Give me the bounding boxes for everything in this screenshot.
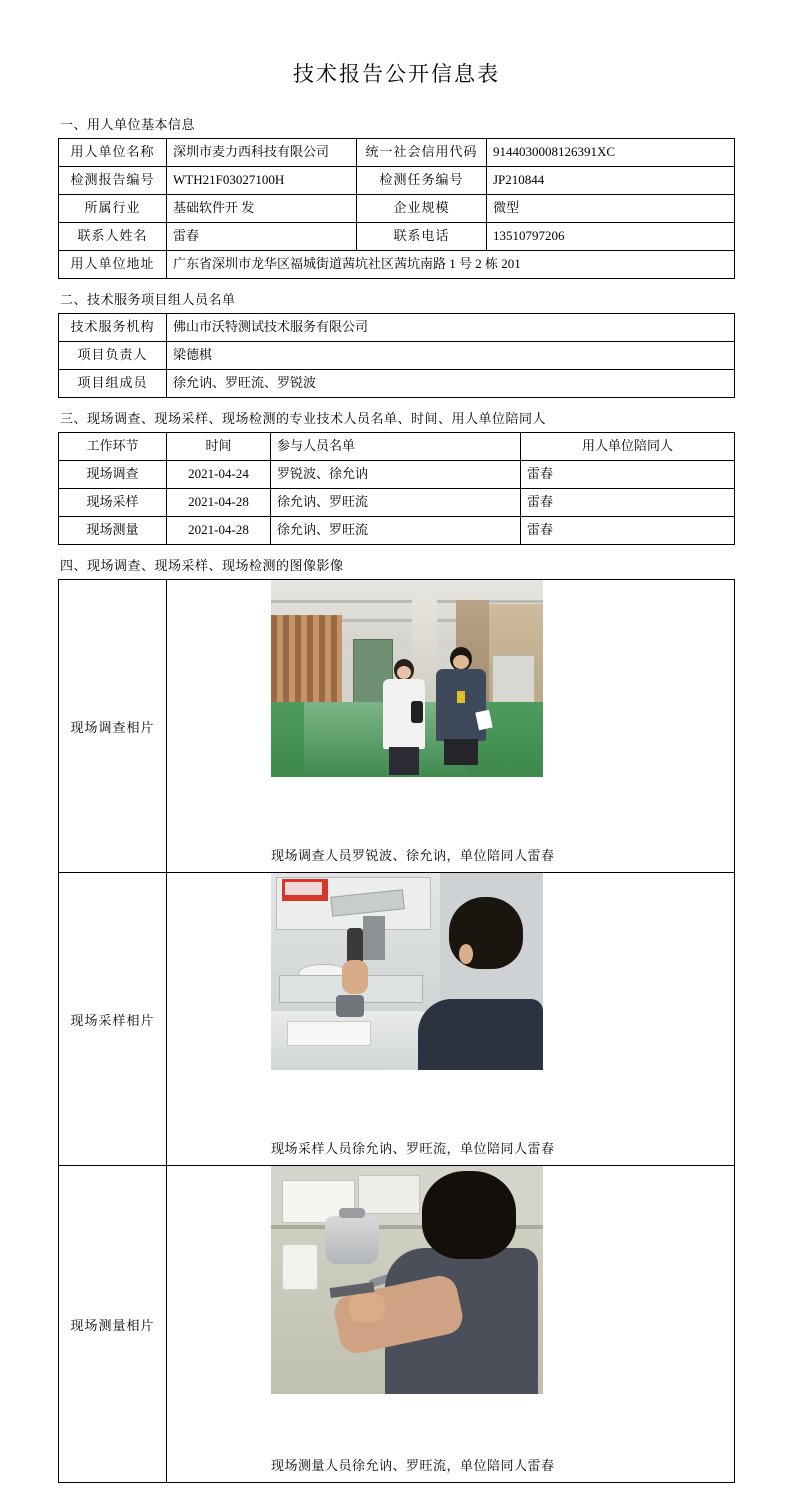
table-row-address — [59, 251, 735, 279]
cell-date: 2021-04-24 — [167, 461, 271, 489]
section-3-heading: 三、现场调查、现场采样、现场检测的专业技术人员名单、时间、用人单位陪同人 — [60, 411, 547, 426]
column-header: 时间 — [167, 433, 271, 461]
cell-accompany: 雷春 — [521, 461, 735, 489]
employer-info-table — [58, 138, 735, 279]
cell-date: 2021-04-28 — [167, 517, 271, 545]
site-photos-table — [58, 579, 735, 1483]
table-row — [59, 517, 735, 545]
cell-value: 雷春 — [167, 223, 357, 251]
cell-label: 联系人姓名 — [59, 223, 167, 251]
cell-value: 微型 — [487, 195, 735, 223]
section-1-heading: 一、用人单位基本信息 — [60, 117, 196, 132]
cell-label: 技术服务机构 — [59, 314, 167, 342]
cell-value: JP210844 — [487, 167, 735, 195]
photo-measure-image — [271, 1166, 543, 1394]
table-row — [59, 489, 735, 517]
table-row — [59, 314, 735, 342]
cell-value: 深圳市麦力西科技有限公司 — [167, 139, 357, 167]
column-header: 工作环节 — [59, 433, 167, 461]
cell-label: 联系电话 — [357, 223, 487, 251]
cell-value: WTH21F03027100H — [167, 167, 357, 195]
cell-value: 13510797206 — [487, 223, 735, 251]
table-row — [59, 195, 735, 223]
cell-date: 2021-04-28 — [167, 489, 271, 517]
photo-caption: 现场测量人员徐允讷、罗旺流，单位陪同人雷春 — [271, 1458, 555, 1473]
photo-sampling-image-wrapper — [167, 873, 734, 1134]
photo-measure-image-wrapper — [167, 1166, 734, 1451]
cell-participants: 罗锐波、徐允讷 — [271, 461, 521, 489]
cell-value: 9144030008126391XC — [487, 139, 735, 167]
cell-value-address: 广东省深圳市龙华区福城街道茜坑社区茜坑南路 1 号 2 栋 201 — [167, 251, 735, 279]
section-4-heading: 四、现场调查、现场采样、现场检测的图像影像 — [60, 558, 344, 573]
cell-label: 项目组成员 — [59, 370, 167, 398]
cell-stage: 现场调查 — [59, 461, 167, 489]
table-row — [59, 461, 735, 489]
cell-accompany: 雷春 — [521, 517, 735, 545]
photo-survey-image — [271, 580, 543, 777]
photo-sampling-image — [271, 873, 543, 1070]
column-header: 用人单位陪同人 — [521, 433, 735, 461]
cell-participants: 徐允讷、罗旺流 — [271, 489, 521, 517]
photo-row-sampling — [59, 873, 735, 1166]
photo-caption: 现场调查人员罗锐波、徐允讷，单位陪同人雷春 — [271, 848, 555, 863]
table-row — [59, 370, 735, 398]
cell-participants: 徐允讷、罗旺流 — [271, 517, 521, 545]
cell-label: 企业规模 — [357, 195, 487, 223]
table-row — [59, 167, 735, 195]
cell-label: 检测报告编号 — [59, 167, 167, 195]
cell-label: 检测任务编号 — [357, 167, 487, 195]
photo-label: 现场调查相片 — [59, 580, 167, 873]
cell-value: 徐允讷、罗旺流、罗锐波 — [167, 370, 735, 398]
cell-stage: 现场采样 — [59, 489, 167, 517]
cell-label: 所属行业 — [59, 195, 167, 223]
table-header-row — [59, 433, 735, 461]
photo-label: 现场测量相片 — [59, 1166, 167, 1483]
photo-row-measure — [59, 1166, 735, 1483]
cell-value: 梁德棋 — [167, 342, 735, 370]
cell-accompany: 雷春 — [521, 489, 735, 517]
photo-row-survey — [59, 580, 735, 873]
cell-label: 用人单位名称 — [59, 139, 167, 167]
cell-value: 佛山市沃特测试技术服务有限公司 — [167, 314, 735, 342]
column-header: 参与人员名单 — [271, 433, 521, 461]
cell-label: 统一社会信用代码 — [357, 139, 487, 167]
table-row — [59, 139, 735, 167]
photo-survey-image-wrapper — [167, 580, 734, 841]
site-work-table — [58, 432, 735, 545]
cell-value: 基础软件开 发 — [167, 195, 357, 223]
table-row — [59, 223, 735, 251]
cell-label-address: 用人单位地址 — [59, 251, 167, 279]
photo-caption: 现场采样人员徐允讷、罗旺流，单位陪同人雷春 — [271, 1141, 555, 1156]
page-title: 技术报告公开信息表 — [293, 62, 500, 86]
project-team-table — [58, 313, 735, 398]
table-row — [59, 342, 735, 370]
cell-label: 项目负责人 — [59, 342, 167, 370]
section-2-heading: 二、技术服务项目组人员名单 — [60, 292, 236, 307]
photo-label: 现场采样相片 — [59, 873, 167, 1166]
cell-stage: 现场测量 — [59, 517, 167, 545]
